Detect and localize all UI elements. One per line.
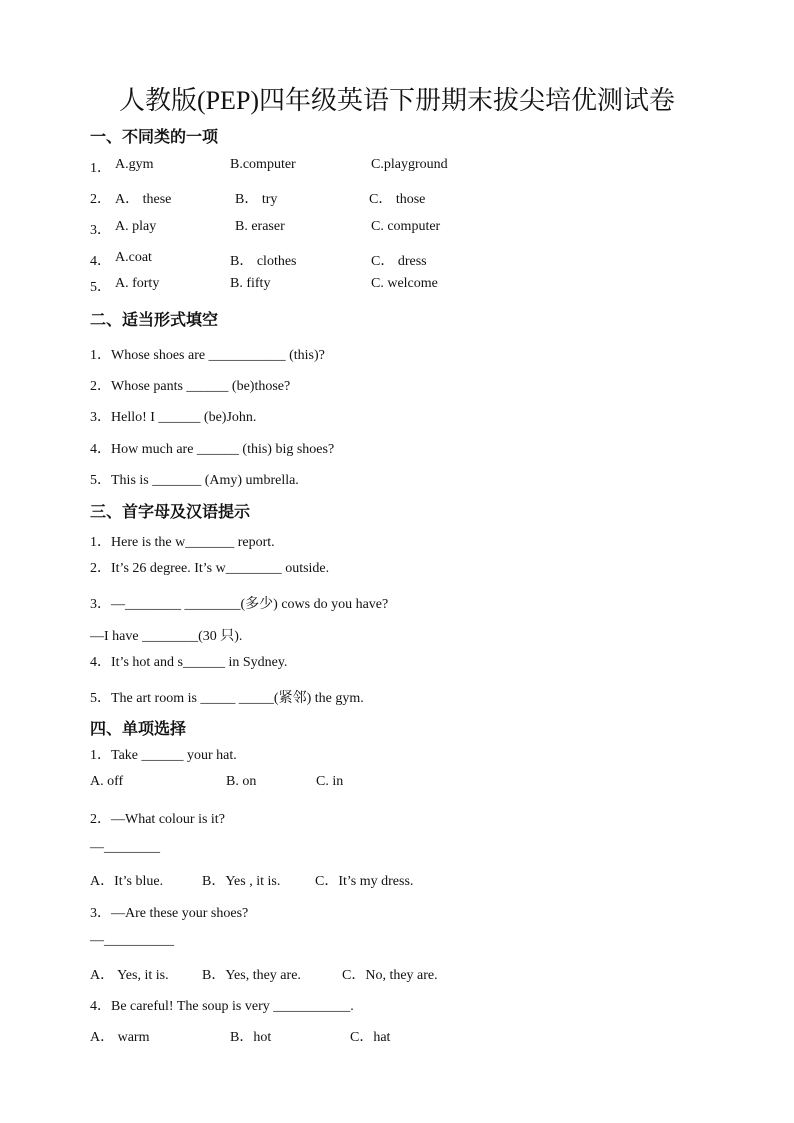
s3-question-3: 3．—________ ________(多少) cows do you have? [90, 597, 389, 612]
s4-q3-blank: —__________ [90, 933, 174, 948]
q-number: 1． [90, 161, 111, 176]
s2-question-2: 2．Whose pants ______ (be)those? [90, 379, 291, 394]
s4-q1-option-a: A. off [90, 774, 124, 789]
s4-q4-option-c: C．hat [350, 1030, 391, 1045]
s4-q2-option-a: A．It’s blue. [90, 874, 164, 889]
s4-q3-option-a: A． Yes, it is. [90, 968, 169, 983]
s4-question-2: 2．—What colour is it? [90, 812, 225, 827]
s3-question-3-answer: —I have ________(30 只). [90, 629, 243, 644]
s3-question-1: 1．Here is the w_______ report. [90, 535, 275, 550]
option-b: B.computer [230, 157, 296, 172]
section-heading-1: 一、不同类的一项 [90, 127, 219, 146]
s4-q4-option-a: A． warm [90, 1030, 150, 1045]
s4-question-3: 3．—Are these your shoes? [90, 906, 249, 921]
s4-question-4: 4．Be careful! The soup is very ___________. [90, 999, 354, 1014]
option-c: C． those [369, 192, 426, 207]
option-a: A. play [115, 219, 157, 234]
s2-question-5: 5．This is _______ (Amy) umbrella. [90, 473, 299, 488]
s4-q1-option-c: C. in [316, 774, 344, 789]
s4-question-1: 1．Take ______ your hat. [90, 748, 237, 763]
option-c: C.playground [371, 157, 448, 172]
s4-q2-blank: —________ [90, 840, 160, 855]
option-a: A. forty [115, 276, 160, 291]
section-heading-2: 二、适当形式填空 [90, 310, 219, 329]
s2-question-4: 4．How much are ______ (this) big shoes? [90, 442, 335, 457]
option-b: B. eraser [235, 219, 285, 234]
section-heading-3: 三、首字母及汉语提示 [90, 502, 251, 521]
option-c: C. welcome [371, 276, 438, 291]
s2-question-1: 1．Whose shoes are ___________ (this)? [90, 348, 325, 363]
s4-q3-option-c: C．No, they are. [342, 968, 438, 983]
q-number: 4． [90, 254, 111, 269]
q-number: 5． [90, 280, 111, 295]
s3-question-4: 4．It’s hot and s______ in Sydney. [90, 655, 288, 670]
q-number: 2． [90, 192, 111, 207]
option-c: C. computer [371, 219, 441, 234]
option-a: A． these [115, 192, 172, 207]
option-b: B. fifty [230, 276, 271, 291]
option-a: A.coat [115, 250, 152, 265]
q-number: 3． [90, 223, 111, 238]
s3-question-5: 5．The art room is _____ _____(紧邻) the gym. [90, 691, 364, 706]
s4-q2-option-b: B．Yes , it is. [202, 874, 281, 889]
s4-q2-option-c: C．It’s my dress. [315, 874, 414, 889]
s2-question-3: 3．Hello! I ______ (be)John. [90, 410, 257, 425]
section-heading-4: 四、单项选择 [90, 719, 187, 738]
option-a: A.gym [115, 157, 154, 172]
option-b: B． clothes [230, 254, 297, 269]
s4-q3-option-b: B．Yes, they are. [202, 968, 301, 983]
s4-q4-option-b: B．hot [230, 1030, 272, 1045]
s3-question-2: 2．It’s 26 degree. It’s w________ outside. [90, 561, 330, 576]
page-title: 人教版(PEP)四年级英语下册期末拔尖培优测试卷 [118, 86, 676, 115]
s4-q1-option-b: B. on [226, 774, 257, 789]
option-b: B． try [235, 192, 278, 207]
option-c: C． dress [371, 254, 427, 269]
